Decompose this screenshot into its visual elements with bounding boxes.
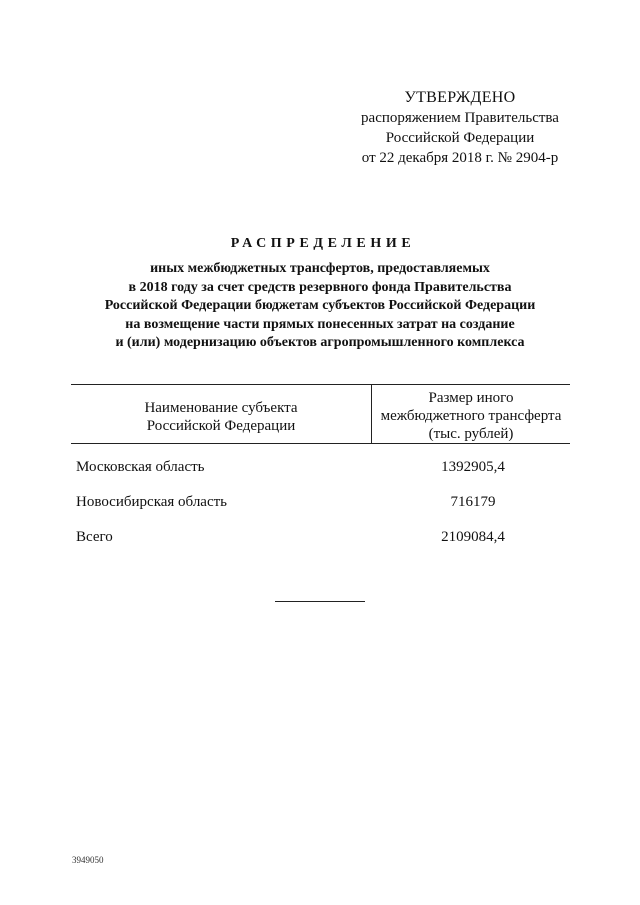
column-header-name-line: Российской Федерации (146, 418, 296, 434)
end-separator-line (275, 601, 365, 602)
approval-line-2: Российской Федерации (385, 130, 535, 146)
document-subtitle (60, 260, 580, 353)
row-amount: 2109084,4 (441, 529, 505, 545)
approval-line-1: распоряжением Правительства (361, 110, 559, 126)
table-header (71, 384, 570, 444)
subtitle-line: Российской Федерации бюджетам субъектов Российской Федерации (104, 298, 536, 314)
column-header-name (71, 399, 371, 435)
column-header-amount-line: (тыс. рублей) (428, 426, 514, 442)
subtitle-line: в 2018 году за счет средств резервного фонда Правительства (128, 279, 512, 295)
approval-block (330, 88, 590, 168)
column-header-name-line: Наименование субъекта (144, 400, 298, 416)
subtitle-line: на возмещение части прямых понесенных затрат на создание (125, 316, 515, 332)
table-row (76, 494, 571, 514)
table-row-total (76, 529, 571, 549)
approved-heading: УТВЕРЖДЕНО (404, 89, 516, 106)
row-name: Новосибирская область (76, 494, 228, 510)
row-amount: 716179 (450, 494, 496, 510)
row-amount: 1392905,4 (441, 459, 505, 475)
row-name: Всего (76, 529, 113, 545)
column-header-amount (372, 389, 570, 443)
column-header-amount-line: Размер иного (428, 390, 514, 406)
row-name: Московская область (76, 459, 205, 475)
approval-line-3: от 22 декабря 2018 г. № 2904-р (361, 150, 559, 166)
column-header-amount-line: межбюджетного трансферта (380, 408, 562, 424)
subtitle-line: иных межбюджетных трансфертов, предоставляемых (150, 261, 490, 276)
document-title: РАСПРЕДЕЛЕНИЕ (230, 236, 416, 251)
table-row (76, 459, 571, 479)
subtitle-line: и (или) модернизацию объектов агропромышленного комплекса (115, 335, 525, 351)
document-code: 3949050 (72, 855, 104, 865)
